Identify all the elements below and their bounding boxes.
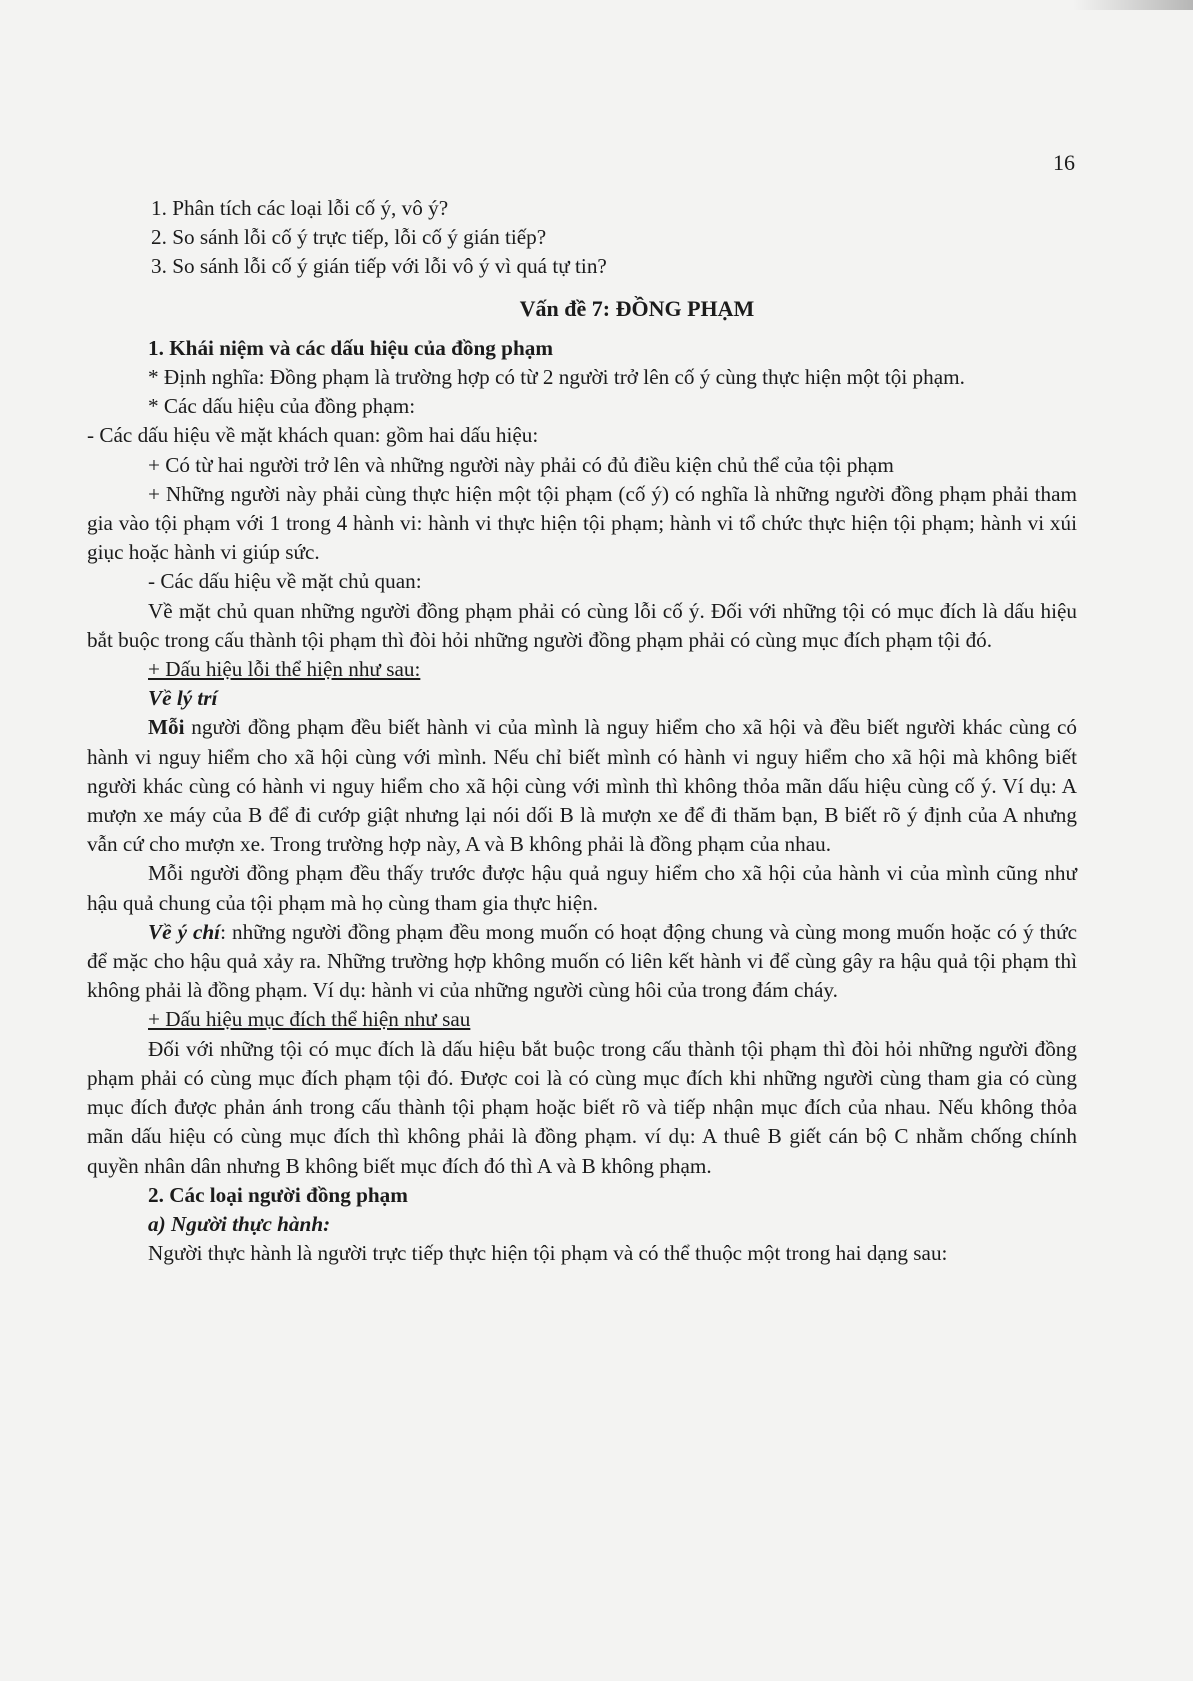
objective-signs: - Các dấu hiệu về mặt khách quan: gồm hai dấu hiệu:	[87, 423, 539, 448]
objective-sign-1: + Có từ hai người trở lên và những người này phải có đủ điều kiện chủ thể của tội phạm	[148, 452, 894, 477]
objective-sign-2: + Những người này phải cùng thực hiện một tội phạm (cố ý) có nghĩa là những người đồng phạm phải tham gia vào tội phạm với 1 trong 4 hành vi: hành vi thực hiện tội phạm; hành vi tổ chức thực hiện tội phạm; hành vi xúi giục hoặc hành vi giúp sức.	[87, 481, 1077, 565]
will-label: Về ý chí	[148, 919, 221, 944]
rational-paragraph-1	[87, 713, 1077, 859]
will-text: : những người đồng phạm đều mong muốn có hoạt động chung và cùng mong muốn hoặc có ý thức để mặc cho hậu quả xảy ra. Những trường hợp không muốn có liên kết hành vi để cùng gây ra hậu quả tội phạm thì không phải là đồng phạm. Ví dụ: hành vi của những người cùng hôi của trong đám cháy.	[87, 919, 1078, 1003]
perpetrator-paragraph: Người thực hành là người trực tiếp thực hiện tội phạm và có thể thuộc một trong hai dạng sau:	[148, 1241, 948, 1266]
rational-lead-word: Mỗi	[148, 715, 185, 740]
page-content	[87, 194, 1077, 1268]
fault-sign-heading: + Dấu hiệu lỗi thể hiện như sau:	[148, 657, 421, 682]
section-2-heading: 2. Các loại người đồng phạm	[148, 1182, 408, 1207]
will-paragraph	[87, 918, 1077, 1006]
review-question: 3. So sánh lỗi cố ý gián tiếp với lỗi vô ý vì quá tự tin?	[151, 254, 607, 279]
review-question: 2. So sánh lỗi cố ý trực tiếp, lỗi cố ý gián tiếp?	[151, 225, 547, 250]
section-1-heading: 1. Khái niệm và các dấu hiệu của đồng phạm	[148, 335, 553, 360]
purpose-sign-heading: + Dấu hiệu mục đích thể hiện như sau	[148, 1007, 471, 1032]
review-question: 1. Phân tích các loại lỗi cố ý, vô ý?	[151, 196, 449, 220]
subsection-a-heading: a) Người thực hành:	[148, 1211, 331, 1236]
subjective-paragraph: Về mặt chủ quan những người đồng phạm phải có cùng lỗi cố ý. Đối với những tội có mục đích là dấu hiệu bắt buộc trong cấu thành tội phạm thì đòi hỏi những người đồng phạm phải có cùng mục đích phạm tội đó.	[87, 598, 1077, 652]
purpose-paragraph: Đối với những tội có mục đích là dấu hiệu bắt buộc trong cấu thành tội phạm thì đòi hỏi những người đồng phạm phải có cùng mục đích phạm tội đó. Được coi là có cùng mục đích khi những người cùng tham gia có cùng mục đích được phản ánh trong cấu thành tội phạm hoặc biết rõ và tiếp nhận mục đích của nhau. Nếu không thỏa mãn dấu hiệu có cùng mục đích thì không phải là đồng phạm. ví dụ: A thuê B giết cán bộ C nhằm chống chính quyền nhân dân nhưng B không biết mục đích đó thì A và B không phạm.	[87, 1036, 1077, 1178]
page-number: 16	[1053, 150, 1075, 175]
scan-edge-mark	[1073, 0, 1193, 10]
signs-intro: * Các dấu hiệu của đồng phạm:	[148, 394, 416, 419]
section-title: Vấn đề 7: ĐỒNG PHẠM	[519, 295, 755, 321]
definition-paragraph: * Định nghĩa: Đồng phạm là trường hợp có từ 2 người trở lên cố ý cùng thực hiện một tội phạm.	[148, 365, 965, 390]
rational-label: Về lý trí	[148, 686, 218, 711]
rational-paragraph-2: Mỗi người đồng phạm đều thấy trước được hậu quả nguy hiểm cho xã hội của hành vi của mình cũng như hậu quả chung của tội phạm mà họ cùng tham gia thực hiện.	[87, 861, 1077, 915]
subjective-signs: - Các dấu hiệu về mặt chủ quan:	[148, 569, 422, 594]
rational-text-1: người đồng phạm đều biết hành vi của mình là nguy hiểm cho xã hội và đều biết người khác cùng có hành vi nguy hiểm cho xã hội cùng với mình. Nếu chỉ biết mình có hành vi nguy hiểm cho xã hội mà không biết người khác cùng có hành vi nguy hiểm cho xã hội cùng với mình thì không thỏa mãn dấu hiệu cùng cố ý. Ví dụ: A mượn xe máy của B để đi cướp giật nhưng lại nói dối B là mượn xe để đi thăm bạn, B biết rõ ý định của A nhưng vẫn cứ cho mượn xe. Trong trường hợp này, A và B không phải là đồng phạm của nhau.	[87, 715, 1077, 857]
